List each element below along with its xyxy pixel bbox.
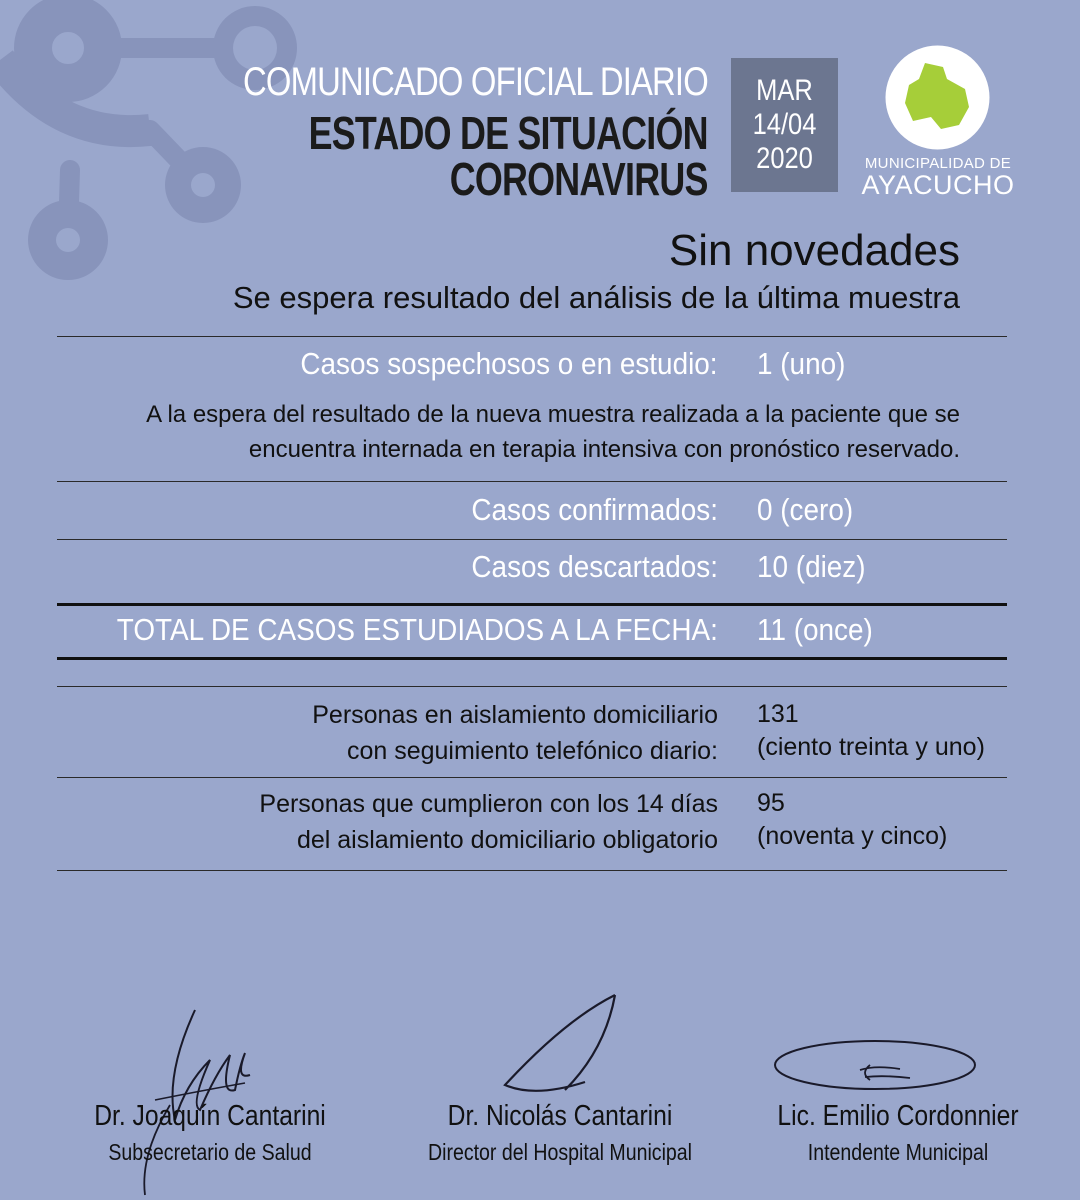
home-isolation-label-2: con seguimiento telefónico diario: xyxy=(346,737,718,765)
completed-isolation-value-1: 95 xyxy=(757,789,785,817)
header-line-1: COMUNICADO OFICIAL DIARIO xyxy=(243,60,708,104)
date-day-month: 14/04 xyxy=(752,108,817,141)
divider-thick xyxy=(57,657,1007,660)
divider xyxy=(57,870,1007,871)
date-weekday: MAR xyxy=(756,74,813,107)
completed-isolation-label-1: Personas que cumplieron con los 14 días xyxy=(259,790,718,818)
headline: Sin novedades xyxy=(668,226,960,275)
signatory-2 xyxy=(400,1100,720,1166)
signatory-2-role: Director del Hospital Municipal xyxy=(427,1139,693,1165)
total-label: TOTAL DE CASOS ESTUDIADOS A LA FECHA: xyxy=(116,612,718,647)
signatory-2-name: Dr. Nicolás Cantarini xyxy=(447,1100,673,1132)
date-box xyxy=(731,58,838,192)
confirmed-value: 0 (cero) xyxy=(757,492,854,527)
subheadline: Se espera resultado del análisis de la última muestra xyxy=(232,280,960,315)
logo-text-municipalidad: MUNICIPALIDAD DE xyxy=(864,155,1012,172)
home-isolation-value-2: (ciento treinta y uno) xyxy=(757,733,985,761)
divider xyxy=(57,777,1007,778)
home-isolation-value-1: 131 xyxy=(757,700,799,728)
completed-isolation-value-2: (noventa y cinco) xyxy=(757,822,948,850)
home-isolation-label-1: Personas en aislamiento domiciliario xyxy=(312,701,718,729)
signatory-1-role: Subsecretario de Salud xyxy=(108,1139,312,1165)
divider xyxy=(57,539,1007,540)
signatory-3-name: Lic. Emilio Cordonnier xyxy=(777,1100,1019,1132)
signature-mark-2 xyxy=(495,990,625,1100)
suspected-note: A la espera del resultado de la nueva muestra realizada a la paciente que se encuentra internada en terapia intensiva con pronóstico reservado. xyxy=(146,401,960,463)
divider-thick xyxy=(57,603,1007,606)
suspected-value: 1 (uno) xyxy=(757,346,846,381)
completed-isolation-label-2: del aislamiento domiciliario obligatorio xyxy=(296,826,718,854)
signatory-1-name: Dr. Joaquín Cantarini xyxy=(94,1100,326,1132)
signature-mark-3 xyxy=(770,1035,985,1095)
confirmed-label: Casos confirmados: xyxy=(471,492,718,527)
header-line-2: ESTADO DE SITUACIÓN xyxy=(308,107,708,159)
signatory-3 xyxy=(748,1100,1048,1166)
logo-text-ayacucho: AYACUCHO xyxy=(861,170,1015,200)
molecule-decoration xyxy=(0,0,320,300)
divider xyxy=(57,481,1007,482)
municipality-logo-icon xyxy=(885,45,990,150)
signatory-1 xyxy=(60,1100,360,1166)
header-line-3: CORONAVIRUS xyxy=(450,153,708,205)
discarded-value: 10 (diez) xyxy=(757,549,866,584)
divider xyxy=(57,686,1007,687)
discarded-label: Casos descartados: xyxy=(471,549,718,584)
signatory-3-role: Intendente Municipal xyxy=(807,1139,989,1165)
divider xyxy=(57,336,1007,337)
date-year: 2020 xyxy=(756,142,813,175)
suspected-label: Casos sospechosos o en estudio: xyxy=(300,346,718,381)
total-value: 11 (once) xyxy=(757,612,873,647)
